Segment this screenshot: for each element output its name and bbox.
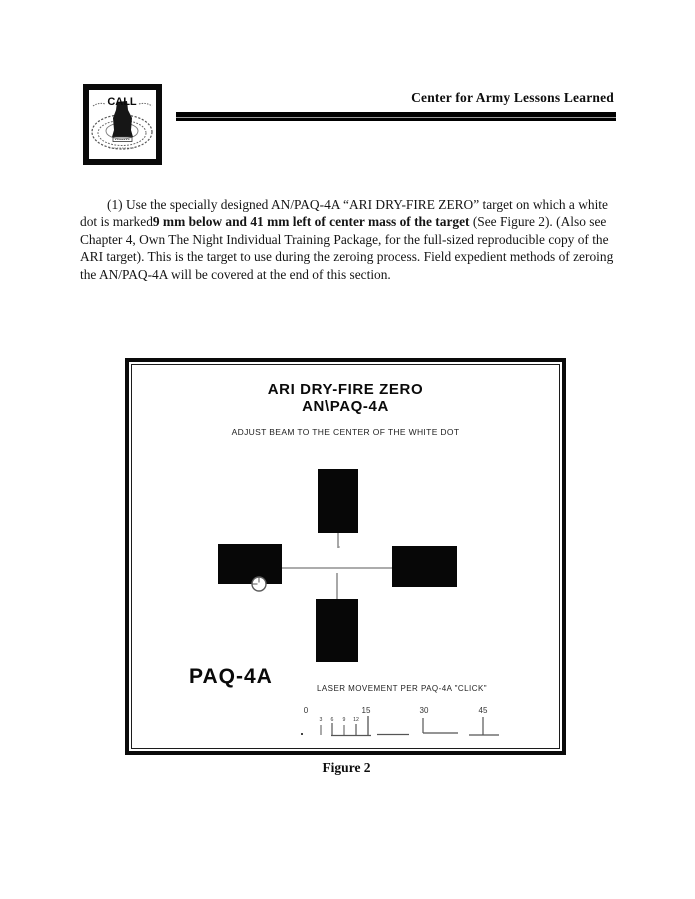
scale-major-label-45: 45 [478, 706, 488, 715]
white-aim-dot [252, 577, 266, 591]
page-header-title: Center for Army Lessons Learned [411, 90, 614, 105]
click-scale [297, 701, 512, 743]
scale-major-label-30: 30 [419, 706, 429, 715]
call-logo [83, 84, 162, 165]
figure-caption: Figure 2 [322, 760, 371, 775]
paragraph-text-lead: (1) Use the specially designed AN/PAQ-4A “ARI DRY-FIRE ZERO” target on which a white dot is marked [80, 197, 608, 230]
call-seal-icon [89, 90, 156, 159]
paragraph-text-bold: 9 mm below and 41 mm left of center mass of the target [152, 214, 470, 230]
device-label: PAQ-4A [189, 665, 273, 688]
scale-major-label-15: 15 [361, 706, 371, 715]
scale-major-label-0: 0 [303, 706, 309, 715]
figure-2-box [125, 358, 566, 755]
scale-minor-label-6: 6 [330, 717, 334, 723]
target-title-line1: ARI DRY-FIRE ZERO [267, 381, 424, 398]
scale-zero-mark [301, 733, 303, 735]
logo-call-text: CALL [107, 96, 137, 108]
scale-minor-label-12: 12 [353, 717, 359, 723]
header-rule [176, 112, 616, 121]
laser-movement-caption: LASER MOVEMENT PER PAQ-4A "CLICK" [316, 684, 488, 693]
scale-minor-label-9: 9 [342, 717, 346, 723]
scale-minor-label-3: 3 [319, 717, 323, 723]
target-instruction: ADJUST BEAM TO THE CENTER OF THE WHITE DOT [231, 427, 460, 437]
paragraph-text-tail: (See Figure 2). (Also see Chapter 4, Own The Night Individual Training Package, for the full-sized reproducible copy of the ARI target). This is the target to use during the zeroing process. Field expedient methods of zeroing the AN/PAQ-4A will be covered at the end of this section. [80, 214, 614, 282]
target-title-line2: AN\PAQ-4A [302, 398, 389, 415]
body-paragraph [80, 196, 627, 283]
target-sheet [131, 364, 560, 749]
